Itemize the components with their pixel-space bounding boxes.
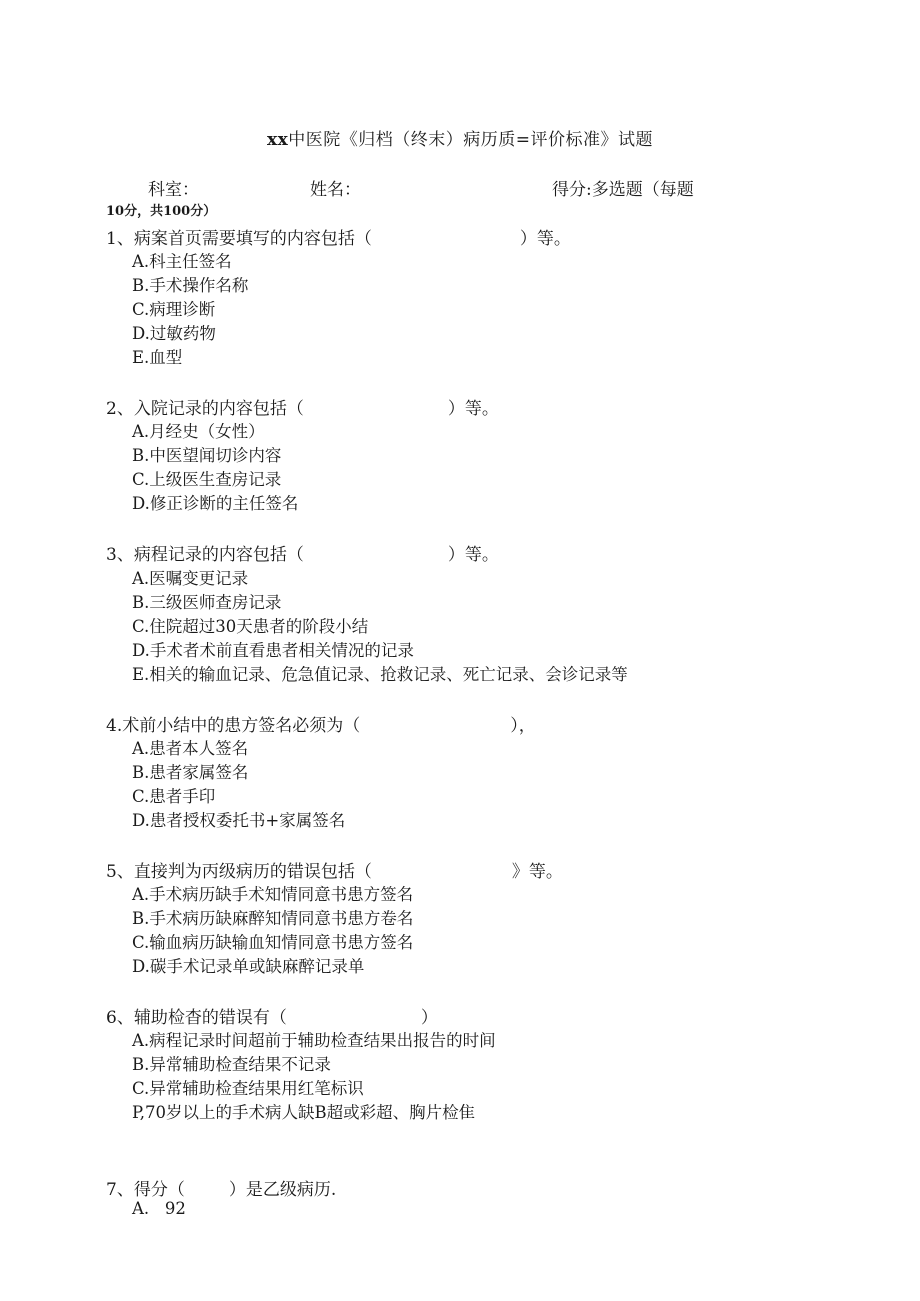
question-close: ）等。 <box>447 399 499 419</box>
name-label: 姓名： <box>310 180 361 200</box>
title-prefix: xx <box>266 130 289 150</box>
question-close: ）是乙级病历. <box>228 1180 337 1200</box>
score-label: 得分:多选题（每题 <box>552 180 694 200</box>
option: B.手术操作名称 <box>132 276 249 295</box>
question-number: 3、 <box>106 545 134 565</box>
option: C.住院超过30天患者的阶段小结 <box>132 617 369 636</box>
question-2 <box>106 394 499 419</box>
question-stem: 辅助检杳的错误有（ <box>133 1008 287 1028</box>
option: A.手术病历缺手术知情同意书患方签名 <box>132 885 414 904</box>
option: A.患者本人签名 <box>132 739 249 758</box>
question-number: 2、 <box>106 399 134 419</box>
option: D.修正诊断的主任签名 <box>132 494 299 513</box>
option: C.异常辅助检查结果用红笔标识 <box>132 1079 364 1098</box>
question-1 <box>106 224 571 249</box>
question-stem: 入院记录的内容包括（ <box>133 399 304 419</box>
option: C.病理诊断 <box>132 300 216 319</box>
question-number: 6、 <box>106 1008 134 1028</box>
option: C.上级医生查房记录 <box>132 470 282 489</box>
option: C.患者手印 <box>132 787 216 806</box>
option: D.手术者术前直看患者相关情况的记录 <box>132 641 414 660</box>
option: E.相关的输血记录、危急值记录、抢救记录、死亡记录、会诊记录等 <box>132 665 628 684</box>
question-number: 7、 <box>106 1180 134 1200</box>
option: D.患者授权委托书+家属签名 <box>132 811 346 830</box>
question-close: ）， <box>510 716 536 736</box>
question-7 <box>106 1175 336 1200</box>
question-close: 》等。 <box>511 862 563 882</box>
question-close: ） <box>420 1008 438 1028</box>
question-stem: 得分（ <box>133 1180 185 1200</box>
option: C.输血病历缺输血知情同意书患方签名 <box>132 933 414 952</box>
option: A.月经史（女性） <box>132 422 265 441</box>
question-5 <box>106 857 563 882</box>
option: A. 92 <box>132 1199 186 1218</box>
question-close: ）等。 <box>519 229 571 249</box>
title-text: 中医院《归档（终末）病历质=评价标准》试题 <box>288 130 654 150</box>
question-stem: 病案首页需要填写的内容包括（ <box>133 229 372 249</box>
option: D.碳手术记录单或缺麻醉记录单 <box>132 957 365 976</box>
question-3 <box>106 540 499 565</box>
question-stem: 病程记录的内容包括（ <box>133 545 304 565</box>
option: D.过敏药物 <box>132 324 216 343</box>
question-close: ）等。 <box>447 545 499 565</box>
option: B.异常辅助检查结果不记录 <box>132 1055 331 1074</box>
document-title <box>0 125 920 150</box>
question-number: 4. <box>106 716 123 736</box>
option: B.手术病历缺麻醉知情同意书患方卷名 <box>132 909 414 928</box>
department-label: 科室： <box>148 180 199 200</box>
option: A.病程记录时间超前于辅助检查结果出报告的时间 <box>132 1031 496 1050</box>
question-stem: 直接判为丙级病历的错误包括（ <box>133 862 372 882</box>
option: B.中医望闻切诊内容 <box>132 446 282 465</box>
question-number: 1、 <box>106 229 134 249</box>
option: P,70岁以上的手术病人缺B超或彩超、胸片检隹 <box>132 1103 476 1122</box>
question-number: 5、 <box>106 862 134 882</box>
option: B.三级医师查房记录 <box>132 593 282 612</box>
question-4 <box>106 711 536 736</box>
option: A.医嘱变更记录 <box>132 569 249 588</box>
question-stem: 术前小结中的患方签名必须为（ <box>122 716 361 736</box>
option: B.患者家属签名 <box>132 763 249 782</box>
question-6 <box>106 1003 438 1028</box>
option: A.科主任签名 <box>132 252 232 271</box>
score-note: 10分，共100分） <box>106 204 217 219</box>
option: E.血型 <box>132 348 183 367</box>
